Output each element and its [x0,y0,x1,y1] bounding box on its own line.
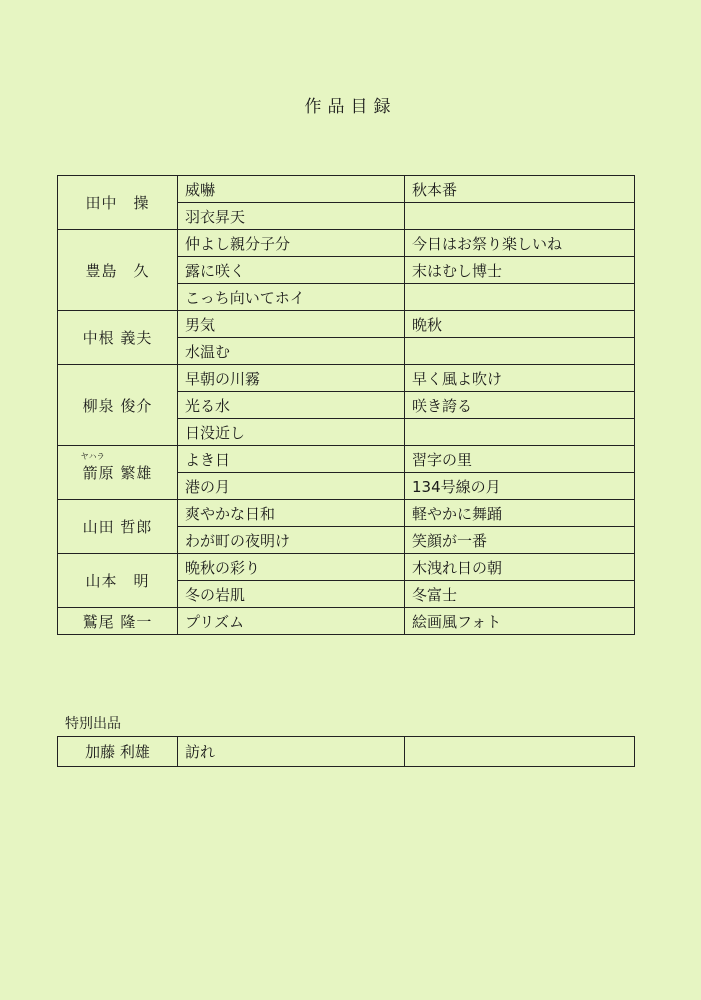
work-title: 習字の里 [405,446,635,473]
artist-name: 中根 義夫 [82,329,153,347]
work-title: プリズム [178,608,405,635]
artist-name-wrap [85,570,149,591]
table-row [58,500,635,527]
work-title: 爽やかな日和 [178,500,405,527]
table-row [58,176,635,203]
work-title: 木洩れ日の朝 [405,554,635,581]
table-row [58,230,635,257]
work-title: 水温む [178,338,405,365]
special-heading: 特別出品 [65,716,121,732]
work-title: 訪れ [178,737,405,767]
work-title: 晩秋 [405,311,635,338]
work-title: 露に咲く [178,257,405,284]
works-table [57,175,635,635]
work-title [405,284,635,311]
table-row [58,446,635,473]
work-title: 早朝の川霧 [178,365,405,392]
artist-name-wrap [83,611,153,632]
table-row [58,311,635,338]
artist-name-cell [58,230,178,311]
artist-name-cell [58,365,178,446]
artist-name-cell [58,500,178,554]
work-title: 羽衣昇天 [178,203,405,230]
work-title: 今日はお祭り楽しいね [405,230,635,257]
artist-name-ruby: ヤハラ [80,452,105,461]
work-title: 軽やかに舞踊 [405,500,635,527]
work-title: わが町の夜明け [178,527,405,554]
work-title: 仲よし親分子分 [178,230,405,257]
work-title: 末はむし博士 [405,257,635,284]
artist-name-wrap [83,395,153,416]
work-title [405,737,635,767]
work-title: こっち向いてホイ [178,284,405,311]
page-title: 作品目録 [304,97,397,117]
work-title: 晩秋の彩り [178,554,405,581]
work-title: 秋本番 [405,176,635,203]
artist-name: 山本 明 [85,572,150,590]
work-title: 港の月 [178,473,405,500]
work-title: 絵画風フォト [405,608,635,635]
artist-name-cell [58,446,178,500]
artist-name-cell [58,311,178,365]
artist-name: 箭原 繁雄 [82,464,153,482]
artist-name-wrap [83,516,153,537]
special-row [58,737,635,767]
work-title [405,419,635,446]
work-title: 早く風よ吹け [405,365,635,392]
work-title: よき日 [178,446,405,473]
artist-name: 柳泉 俊介 [82,396,153,415]
artist-name-cell [58,176,178,230]
work-title: 咲き誇る [405,392,635,419]
table-row [58,608,635,635]
work-title [405,203,635,230]
table-row [58,365,635,392]
artist-name-wrap [85,192,149,213]
special-table [57,736,635,767]
work-title: 134号線の月 [405,473,635,500]
artist-name-wrap [85,260,149,281]
work-title [405,338,635,365]
work-title: 日没近し [178,419,405,446]
artist-name: 田中 操 [85,194,150,212]
artist-name-wrap [83,327,153,348]
artist-name: 豊島 久 [85,261,150,280]
artist-name-cell [58,554,178,608]
work-title: 冬富士 [405,581,635,608]
work-title: 男気 [178,311,405,338]
table-row [58,554,635,581]
work-title: 笑顔が一番 [405,527,635,554]
artist-name: 鷲尾 隆一 [82,612,153,631]
artist-name: 山田 哲郎 [82,518,153,536]
work-title: 光る水 [178,392,405,419]
artist-name-cell [58,608,178,635]
artist-name-wrap [80,452,153,483]
work-title: 冬の岩肌 [178,581,405,608]
artist-name: 加藤 利雄 [58,737,178,767]
work-title: 威嚇 [178,176,405,203]
